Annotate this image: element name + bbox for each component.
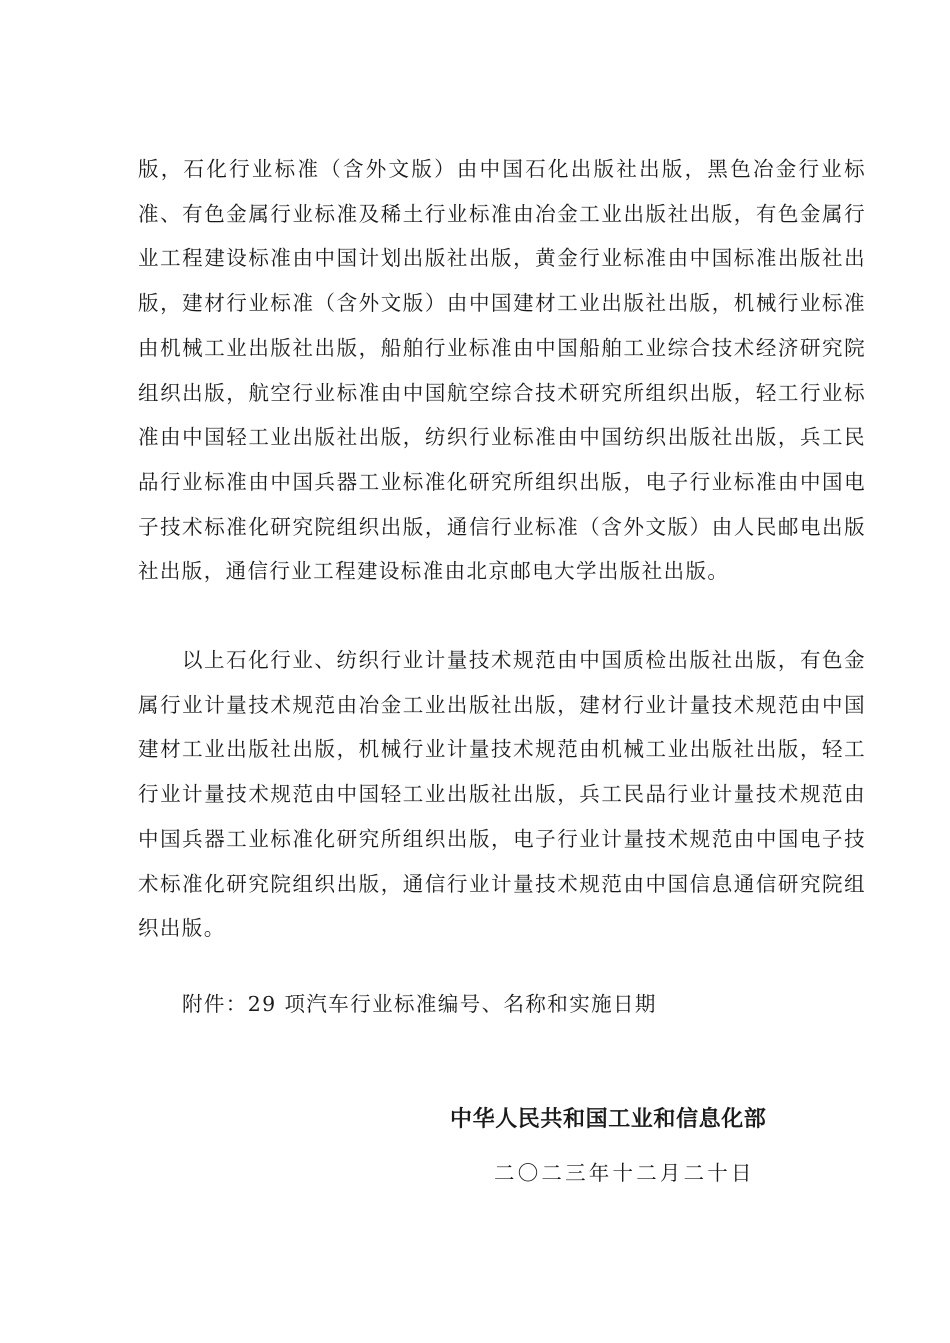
issue-date: 二〇二三年十二月二十日 — [494, 1161, 755, 1185]
issuing-authority: 中华人民共和国工业和信息化部 — [450, 1106, 767, 1132]
body-paragraph-publishers: 版，石化行业标准（含外文版）由中国石化出版社出版，黑色冶金行业标准、有色金属行业标准及稀土行业标准由冶金工业出版社出版，有色金属行业工程建设标准由中国计划出版社出版，黄金行业标准由中国标准出版社出版，建材行业标准（含外文版）由中国建材工业出版社出版，机械行业标准由机械工业出版社出版，船舶行业标准由中国船舶工业综合技术经济研究院组织出版，航空行业标准由中国航空综合技术研究所组织出版，轻工行业标准由中国轻工业出版社出版，纺织行业标准由中国纺织出版社出版，兵工民品行业标准由中国兵器工业标准化研究所组织出版，电子行业标准由中国电子技术标准化研究院组织出版，通信行业标准（含外文版）由人民邮电出版社出版，通信行业工程建设标准由北京邮电大学出版社出版。 — [138, 157, 866, 584]
attachment-line: 附件：29 项汽车行业标准编号、名称和实施日期 — [182, 992, 657, 1016]
body-paragraph-metrology: 以上石化行业、纺织行业计量技术规范由中国质检出版社出版，有色金属行业计量技术规范由冶金工业出版社出版，建材行业计量技术规范由中国建材工业出版社出版，机械行业计量技术规范由机械工业出版社出版，轻工行业计量技术规范由中国轻工业出版社出版，兵工民品行业计量技术规范由中国兵器工业标准化研究所组织出版，电子行业计量技术规范由中国电子技术标准化研究院组织出版，通信行业计量技术规范由中国信息通信研究院组织出版。 — [138, 648, 866, 941]
